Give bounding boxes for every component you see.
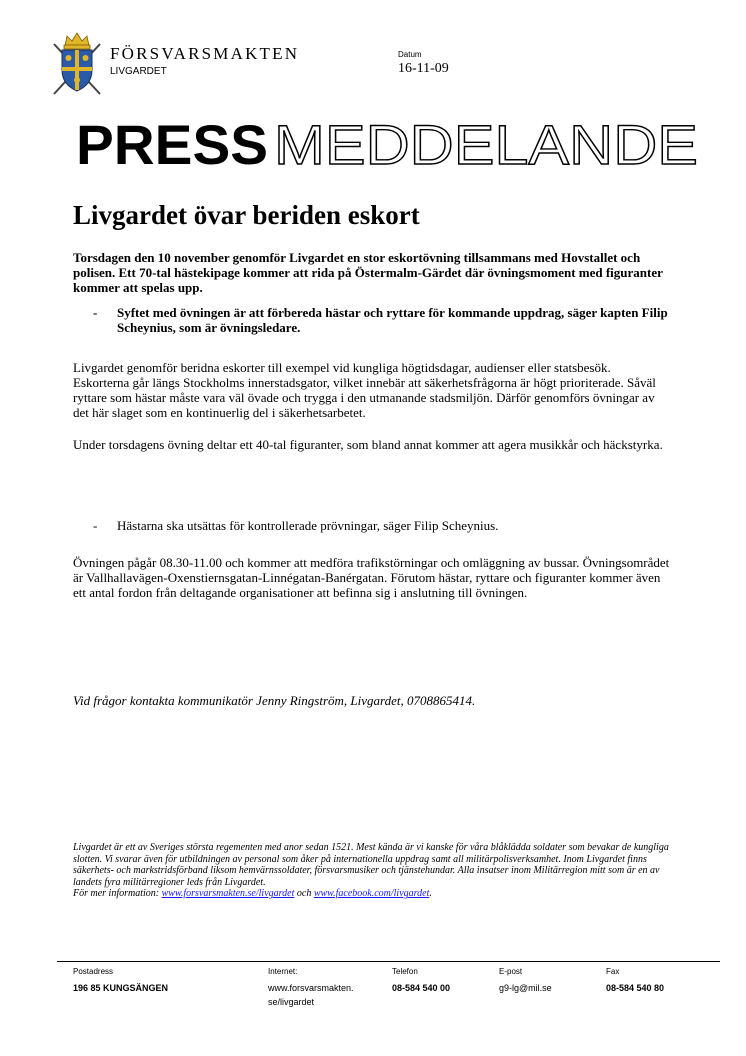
quote-dash: -: [93, 305, 98, 320]
body-paragraph-3: Övningen pågår 08.30-11.00 och kommer att medföra trafikstörningar och omläggning av bussar. Övningsområdet är Vallhallavägen-Oxenstiernsgatan-Linnégatan-Banérgatan. Förutom hästar, ryttare och figuranter kommer även ett antal fordon från deltagande organisationer att befinna sig i anslutning till övningen.: [73, 555, 670, 600]
more-info-suffix: .: [429, 888, 432, 900]
footer-phone: [392, 967, 450, 995]
internet-line-1: www.forsvarsmakten.: [268, 983, 354, 993]
coat-of-arms-icon: [48, 30, 106, 98]
banner-bold-text: PRESS: [76, 113, 268, 176]
fax-label: Fax: [606, 967, 620, 976]
footer-fax: [606, 967, 664, 995]
about-text: Livgardet är ett av Sveriges största regementen med anor sedan 1521. Mest kända är vi kanske för våra blåklädda soldater som bevakar de kungliga slotten. Vi svarar även för utbildningen av personal som åker på internationella uppdrag samt all militärpolisverksamhet. Inom Livgardet finns säkerhets- och markstridsförband liksom hemvärnssoldater, försvarsmusiker och tjänstehundar. Alla insatser inom Militärregion mitt som är en av landets fyra militärregioner leds från Livgardet.: [73, 842, 669, 888]
phone-value: 08-584 540 00: [392, 983, 451, 993]
postal-value: 196 85 KUNGSÄNGEN: [73, 983, 169, 993]
footer-postal: [73, 967, 168, 995]
quote-2-text: Hästarna ska utsättas för kontrollerade prövningar, säger Filip Scheynius.: [117, 518, 499, 533]
contact-line: Vid frågor kontakta kommunikatör Jenny Ringström, Livgardet, 0708865414.: [73, 693, 476, 708]
phone-label: Telefon: [392, 967, 418, 976]
email-value: g9-lg@mil.se: [499, 983, 552, 993]
date-label: Datum: [398, 50, 422, 59]
article-headline: Livgardet övar beriden eskort: [73, 200, 420, 230]
link-joiner: och: [294, 888, 314, 900]
body-paragraph-2: Under torsdagens övning deltar ett 40-tal figuranter, som bland annat kommer att agera musikkår och häckstyrka.: [73, 437, 663, 452]
fax-value: 08-584 540 80: [606, 983, 665, 993]
internet-line-2: se/livgardet: [268, 997, 315, 1007]
organization-name: FÖRSVARSMAKTEN: [110, 44, 300, 63]
quote-2: [93, 518, 673, 533]
press-release-banner: [76, 104, 716, 182]
banner-outline-text: MEDDELANDE: [274, 113, 698, 176]
postal-label: Postadress: [73, 967, 114, 976]
internet-value: [268, 981, 354, 1009]
email-label: E-post: [499, 967, 523, 976]
footer-email: [499, 967, 552, 995]
footer-internet: [268, 967, 354, 1009]
quote-dash: -: [93, 518, 98, 533]
forsvarsmakten-link[interactable]: www.forsvarsmakten.se/livgardet: [161, 888, 295, 900]
body-paragraph-1: Livgardet genomför beridna eskorter till exempel vid kungliga högtidsdagar, audienser eller statsbesök. Eskorterna går längs Stockholms innerstadsgator, vilket innebär att säkerhetsfrågorna är högt prioriterade. Såväl ryttare som hästar måste vara väl övade och trygga i den utmanande stadsmiljön. Därför genomförs övningar av det här slaget som en kontinuerlig del i säkerhetsarbetet.: [73, 360, 656, 420]
internet-label: Internet:: [268, 967, 298, 976]
footer-divider: [57, 961, 720, 962]
more-info-prefix: För mer information:: [73, 888, 162, 900]
quote-1-text: Syftet med övningen är att förbereda hästar och ryttare för kommande uppdrag, säger kapten Filip Scheynius, som är övningsledare.: [117, 305, 668, 335]
lead-paragraph: Torsdagen den 10 november genomför Livgardet en stor eskortövning tillsammans med Hovstallet och polisen. Ett 70-tal hästekipage kommer att rida på Östermalm-Gärdet där övningsmoment med figuranter kommer att spelas upp.: [73, 250, 663, 295]
facebook-link[interactable]: www.facebook.com/livgardet: [313, 888, 430, 900]
date-value: 16-11-09: [398, 61, 449, 76]
unit-name: LIVGARDET: [110, 66, 167, 77]
about-livgardet: [73, 842, 673, 900]
quote-1: [93, 305, 673, 335]
